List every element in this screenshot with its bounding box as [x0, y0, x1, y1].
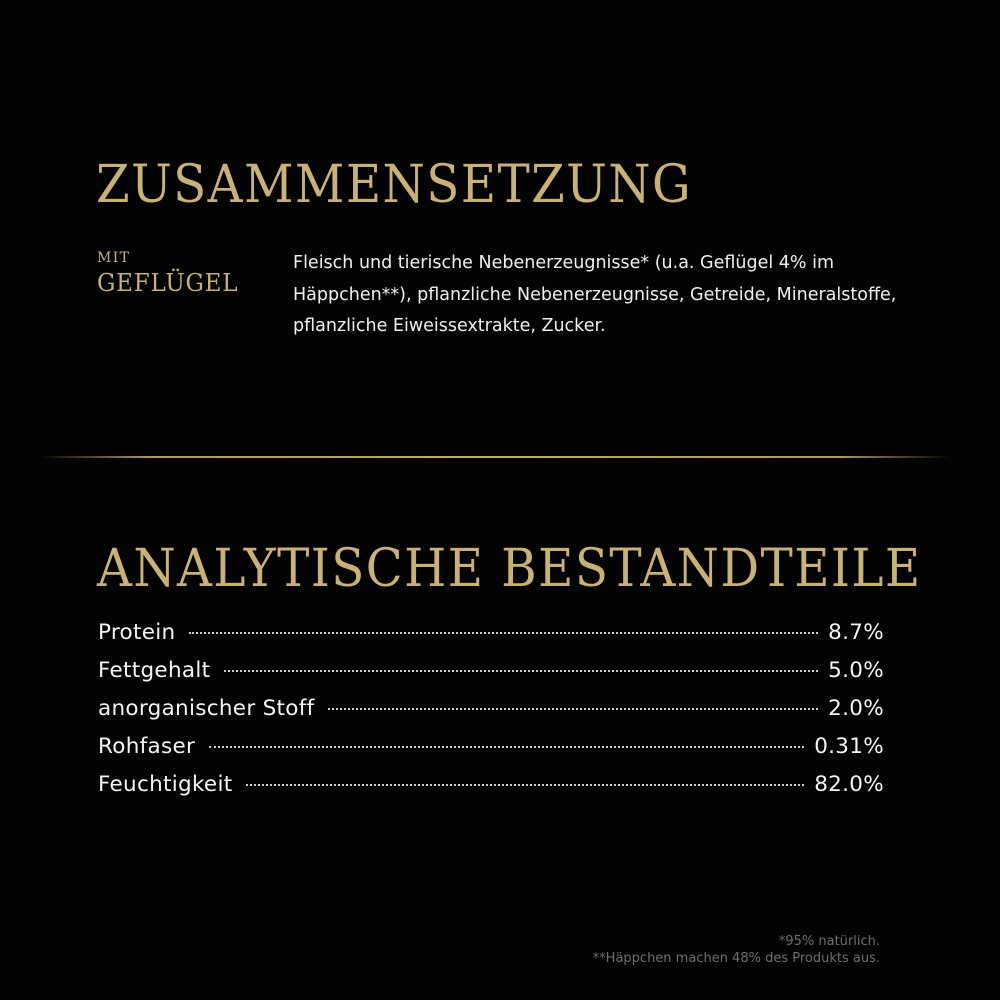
footnotes: [593, 933, 880, 967]
analysis-row-ash: [98, 696, 884, 734]
composition-title: ZUSAMMENSETZUNG: [96, 155, 692, 215]
dotted-leader: [246, 784, 804, 786]
analysis-row-protein: [98, 620, 884, 658]
analysis-row-label: Rohfaser: [98, 734, 196, 759]
footnote-chunks: **Häppchen machen 48% des Produkts aus.: [592, 951, 880, 966]
ingredients-text: Fleisch und tierische Nebenerzeugnisse* (u.a. Geflügel 4% im Häppchen**), pflanzliche Nebenerzeugnisse, Getreide, Mineralstoffe, pflanzliche Eiweissextrakte, Zucker.: [293, 253, 897, 336]
footnote-natural: *95% natürlich.: [778, 934, 880, 949]
analysis-row-label: anorganischer Stoff: [98, 696, 315, 721]
analysis-row-moisture: [98, 772, 884, 810]
analysis-row-label: Fettgehalt: [98, 658, 211, 683]
analysis-row-value: 82.0%: [814, 772, 884, 797]
variant-name: GEFLÜGEL: [97, 269, 239, 297]
analysis-row-label: Protein: [98, 620, 176, 645]
section-divider: [40, 456, 950, 458]
variant-label: [97, 248, 244, 298]
analysis-table: [98, 620, 884, 810]
analysis-row-label: Feuchtigkeit: [98, 772, 233, 797]
dotted-leader: [328, 708, 818, 710]
dotted-leader: [189, 632, 818, 634]
analysis-row-value: 0.31%: [814, 734, 884, 759]
analysis-row-value: 5.0%: [828, 658, 884, 683]
analysis-row-fat: [98, 658, 884, 696]
variant-prefix: MIT: [97, 250, 131, 266]
analysis-row-value: 2.0%: [828, 696, 884, 721]
analysis-title: ANALYTISCHE BESTANDTEILE: [97, 539, 922, 599]
dotted-leader: [209, 746, 804, 748]
analysis-row-value: 8.7%: [828, 620, 884, 645]
analysis-row-fiber: [98, 734, 884, 772]
dotted-leader: [224, 670, 818, 672]
